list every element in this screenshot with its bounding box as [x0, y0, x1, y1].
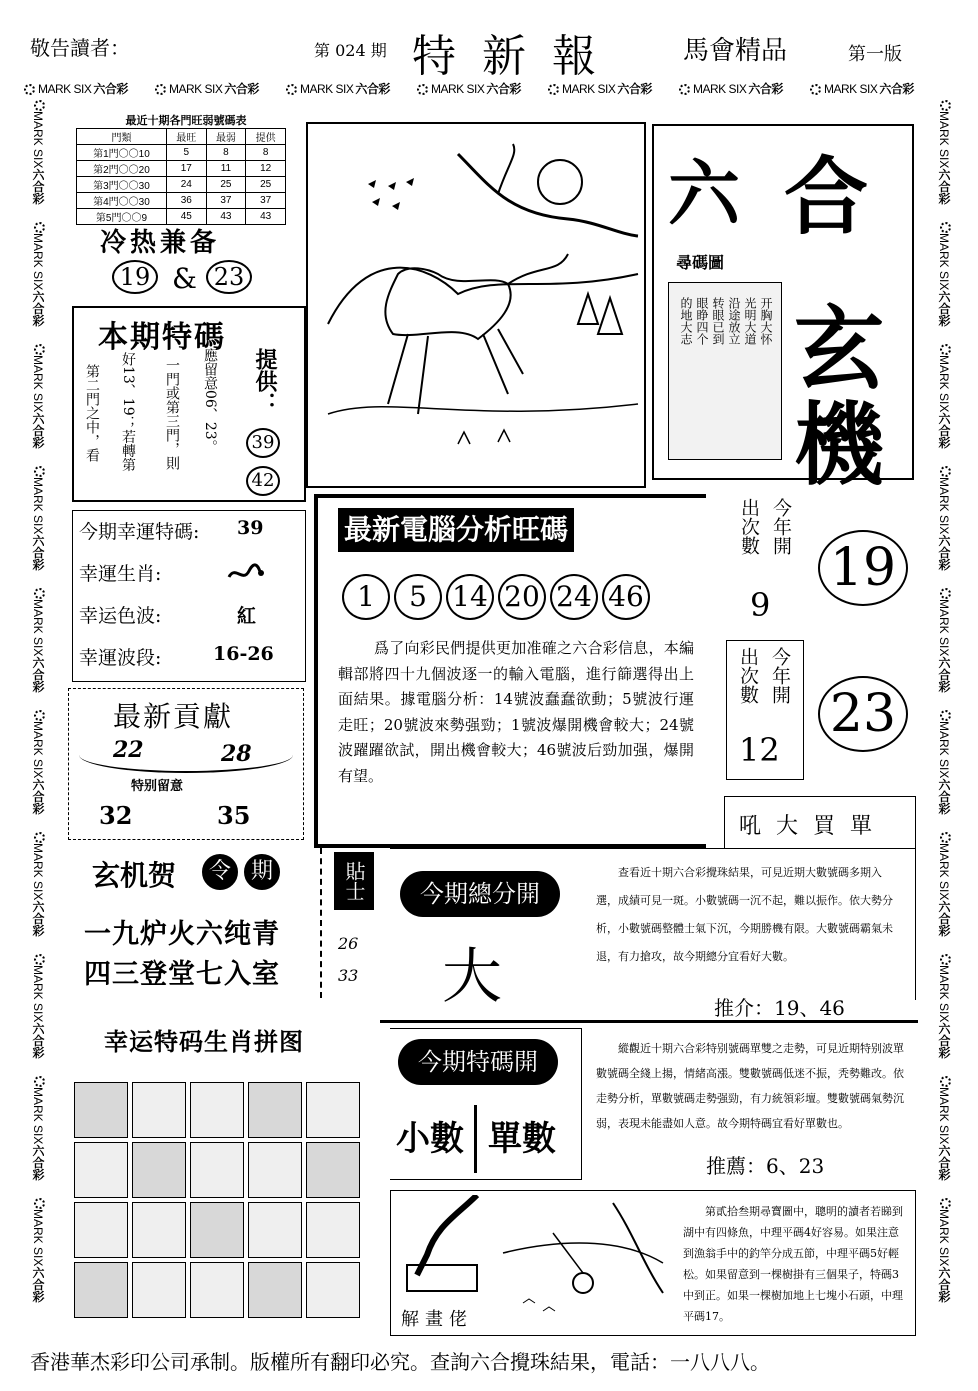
flower-icon — [940, 100, 951, 111]
lucky-label: 幸運波段: — [79, 647, 162, 669]
brand-mark-vertical — [30, 710, 48, 814]
brand-mark-vertical — [30, 222, 48, 326]
brand-mark-text: MARK SIX — [31, 111, 45, 169]
computer-title: 最新電腦分析旺碼 — [338, 508, 574, 552]
hotcold-title: 冷热兼备 — [100, 228, 221, 258]
special-provide: 提供： — [252, 348, 278, 414]
dragon-icon — [225, 561, 265, 585]
lucky-panel — [72, 510, 306, 682]
page-title: 特 新 報 — [412, 31, 602, 82]
flower-icon — [679, 84, 690, 95]
flower-icon — [34, 100, 45, 111]
flower-icon — [940, 1198, 951, 1209]
number-table-panel — [72, 112, 300, 225]
table-cell: 43 — [246, 209, 286, 225]
notice-text: 敬告讀者： — [30, 36, 130, 60]
table-cell: 第1門〇〇10 — [77, 145, 167, 161]
brand-mark — [24, 80, 128, 97]
brand-mark-text: MARK SIX — [937, 1087, 951, 1145]
table-cell: 第3門〇〇30 — [77, 177, 167, 193]
brand-mark-text: MARK SIX — [31, 721, 45, 779]
puzzle-piece — [306, 1262, 360, 1318]
hotcold-amp: & — [172, 262, 197, 295]
lucky-label: 今期幸運特碼: — [79, 521, 200, 543]
brand-mark — [548, 80, 652, 97]
tip-number-1: 26 — [338, 934, 359, 953]
brand-cn-text: 六合彩 — [93, 82, 128, 96]
flower-icon — [34, 710, 45, 721]
contrib-number-d: 35 — [217, 801, 251, 830]
table-cell: 36 — [166, 193, 206, 209]
brand-mark-vertical — [936, 100, 954, 204]
scroll-column: 光明大道 — [743, 297, 757, 345]
hotcold-number-b: 23 — [206, 260, 252, 294]
special-code-panel — [72, 306, 306, 502]
brand-cn-text: 六合彩 — [31, 534, 45, 571]
tip-tag: 貼士 — [334, 852, 374, 910]
brand-mark-text: MARK SIX — [562, 82, 616, 96]
brand-mark-text: MARK SIX — [937, 843, 951, 901]
table-cell: 43 — [206, 209, 246, 225]
puzzle-piece — [248, 1142, 302, 1198]
brand-mark-text: MARK SIX — [937, 1209, 951, 1267]
brand-mark-text: MARK SIX — [38, 82, 92, 96]
table-header-cell: 提供 — [246, 129, 286, 145]
lucky-label: 幸运色波: — [79, 605, 162, 627]
appear-label-2b: 今年開 — [769, 647, 791, 704]
brand-cn-text: 六合彩 — [748, 82, 783, 96]
number-table — [76, 128, 286, 225]
issue-number: 第 024 期 — [314, 41, 387, 60]
brand-cn-text: 六合彩 — [937, 290, 951, 327]
brand-mark-text: MARK SIX — [31, 1087, 45, 1145]
puzzle-piece — [132, 1082, 186, 1138]
scroll-column: 转眼已到 — [711, 297, 725, 345]
horse-illustration — [306, 122, 646, 488]
riddle-title: 玄机贺 — [92, 859, 177, 892]
brand-mark-vertical — [30, 1198, 48, 1302]
puzzle-piece — [132, 1142, 186, 1198]
brand-cn-text: 六合彩 — [937, 900, 951, 937]
flower-icon — [940, 832, 951, 843]
table-row — [77, 177, 286, 193]
puzzle-piece — [74, 1202, 128, 1258]
brand-mark-vertical — [30, 344, 48, 448]
total-big: 大 — [442, 942, 502, 1012]
brand-mark-vertical — [936, 344, 954, 448]
buy-title: 吼 大 買 單 — [739, 814, 876, 839]
appear-panel-2 — [726, 640, 804, 780]
contrib-note: 特别留意 — [131, 779, 184, 794]
table-cell: 8 — [246, 145, 286, 161]
appear-number-1: 19 — [818, 530, 908, 606]
flower-icon — [24, 84, 35, 95]
brand-cn-text: 六合彩 — [31, 412, 45, 449]
puzzle-piece — [248, 1262, 302, 1318]
brand-mark-text: MARK SIX — [693, 82, 747, 96]
flower-icon — [34, 466, 45, 477]
brand-mark-text: MARK SIX — [31, 1209, 45, 1267]
brand-cn-text: 六合彩 — [937, 412, 951, 449]
table-cell: 37 — [206, 193, 246, 209]
table-cell: 37 — [246, 193, 286, 209]
computer-analysis-panel — [314, 494, 706, 848]
page-subtitle: 馬會精品 — [683, 36, 788, 66]
special-col-3: 好13、19；若轉第 — [120, 352, 136, 472]
brand-cn-text: 六合彩 — [355, 82, 390, 96]
big-title-char-1: 六 — [668, 151, 741, 236]
puzzle-piece — [74, 1082, 128, 1138]
brand-mark-vertical — [936, 588, 954, 692]
table-row — [77, 145, 286, 161]
scroll-column: 沿途放立 — [727, 297, 741, 345]
brand-mark-text: MARK SIX — [31, 233, 45, 291]
big-title-char-3: 玄 — [794, 296, 884, 402]
computer-number: 46 — [602, 574, 650, 620]
flower-icon — [34, 588, 45, 599]
picture-panel — [390, 1190, 916, 1336]
scroll-caption: 尋碼圖 — [676, 253, 725, 272]
table-cell: 17 — [166, 161, 206, 177]
puzzle-piece — [306, 1142, 360, 1198]
flower-icon — [940, 222, 951, 233]
puzzle-piece — [74, 1142, 128, 1198]
tema-small: 小數 — [396, 1105, 477, 1173]
brand-cn-text: 六合彩 — [937, 1144, 951, 1181]
buy-panel — [724, 796, 916, 848]
brand-mark-text: MARK SIX — [824, 82, 878, 96]
table-header-cell: 門類 — [77, 129, 167, 145]
computer-text: 爲了向彩民們提供更加准確之六合彩信息，本編輯部將四十九個波逐一的輸入電腦，進行篩選得出上面結果。據電腦分析：14號波蠢蠢欲動；5號波行運走旺；20號波來勢强勁；1號波爆開機會較大；24號波躍躍欲試，開出機會較大；46號波后勁加强，爆開有望。 — [338, 639, 694, 785]
puzzle-piece — [132, 1262, 186, 1318]
flower-icon — [34, 832, 45, 843]
brand-cn-text: 六合彩 — [224, 82, 259, 96]
contrib-number-c: 32 — [99, 801, 133, 830]
puzzle-piece — [190, 1202, 244, 1258]
brand-cn-text: 六合彩 — [31, 656, 45, 693]
puzzle-piece — [306, 1202, 360, 1258]
brand-mark-text: MARK SIX — [937, 111, 951, 169]
scroll-image — [668, 282, 782, 460]
special-number-1: 39 — [246, 428, 280, 458]
brand-mark-vertical — [936, 466, 954, 570]
brand-cn-text: 六合彩 — [617, 82, 652, 96]
puzzle-piece — [132, 1202, 186, 1258]
hotcold-number-a: 19 — [112, 260, 158, 294]
hand-pen-image — [397, 1195, 491, 1295]
riddle-panel — [68, 848, 322, 998]
puzzle-piece — [248, 1082, 302, 1138]
brand-cn-text: 六合彩 — [31, 290, 45, 327]
special-number-2: 42 — [246, 466, 280, 496]
table-cell: 5 — [166, 145, 206, 161]
brand-mark-vertical — [30, 466, 48, 570]
brand-mark-text: MARK SIX — [31, 477, 45, 535]
table-cell: 24 — [166, 177, 206, 193]
lucky-value: 16-26 — [213, 643, 274, 665]
picture-label: 解畫佬 — [401, 1309, 473, 1330]
flower-icon — [417, 84, 428, 95]
table-cell: 第4門〇〇30 — [77, 193, 167, 209]
riddle-line-1: 一九炉火六纯青 — [84, 919, 280, 950]
zodiac-title: 幸运特码生肖拼图 — [104, 1027, 304, 1056]
brand-mark-text: MARK SIX — [431, 82, 485, 96]
table-row — [77, 161, 286, 177]
flower-icon — [940, 588, 951, 599]
special-col-4: 第二門之中，看 — [84, 364, 100, 462]
appear-count-1: 9 — [750, 586, 771, 624]
tema-title: 今期特碼開 — [398, 1039, 558, 1085]
appear-label-1a: 出次數 — [738, 498, 760, 555]
contrib-number-a: 22 — [113, 737, 144, 763]
table-row — [77, 193, 286, 209]
flower-icon — [155, 84, 166, 95]
flower-icon — [810, 84, 821, 95]
brand-mark-text: MARK SIX — [937, 599, 951, 657]
big-title-char-4: 機 — [794, 392, 884, 498]
brand-cn-text: 六合彩 — [31, 1266, 45, 1303]
big-title-char-2: 合 — [784, 147, 869, 246]
flower-icon — [34, 222, 45, 233]
brand-mark-text: MARK SIX — [937, 233, 951, 291]
brand-mark-vertical — [30, 100, 48, 204]
special-col-1: 應留意06、23。 — [202, 348, 218, 454]
flower-icon — [940, 1076, 951, 1087]
flower-icon — [286, 84, 297, 95]
footer-text: 香港華杰彩印公司承制。版權所有翻印必究。查詢六合攪珠結果，電話：一八八八。 — [30, 1350, 770, 1374]
brand-strip-top — [24, 78, 954, 100]
flower-icon — [34, 954, 45, 965]
appear-label-2a: 出次數 — [737, 647, 759, 704]
brand-strip-right — [934, 100, 958, 1330]
riddle-title-badge-1: 令 — [202, 854, 238, 890]
contrib-title: 最新貢獻 — [113, 700, 234, 733]
contrib-banner — [79, 737, 293, 773]
brand-mark-vertical — [936, 954, 954, 1058]
scroll-column: 开胸大怀 — [759, 297, 773, 345]
brand-mark — [286, 80, 390, 97]
brand-mark-vertical — [30, 832, 48, 936]
table-header-cell: 最旺 — [166, 129, 206, 145]
brand-cn-text: 六合彩 — [937, 168, 951, 205]
flower-icon — [940, 344, 951, 355]
brand-cn-text: 六合彩 — [937, 534, 951, 571]
brand-mark-text: MARK SIX — [31, 355, 45, 413]
scroll-column: 眼睁四个 — [695, 297, 709, 345]
riddle-line-2: 四三登堂七入室 — [84, 959, 280, 990]
brand-cn-text: 六合彩 — [937, 778, 951, 815]
table-cell: 25 — [206, 177, 246, 193]
brand-mark-vertical — [30, 588, 48, 692]
riddle-title-badge-2: 期 — [244, 854, 280, 890]
brand-cn-text: 六合彩 — [31, 778, 45, 815]
total-text: 查看近十期六合彩攪珠結果，可見近期大數號碼多期入選，成績可見一斑。小數號碼一沉不起，難以振作。依大勢分析，小數號碼整體士氣下沉，今期勝機有限。大數號碼霸氣未退，有力搶攻，故今期總分宜看好大數。 — [596, 866, 893, 963]
brand-mark — [679, 80, 783, 97]
contribution-panel — [68, 688, 304, 840]
brand-mark-text: MARK SIX — [31, 843, 45, 901]
appear-count-2: 12 — [739, 731, 780, 769]
puzzle-piece — [74, 1262, 128, 1318]
brand-mark-vertical — [936, 1198, 954, 1302]
tema-panel — [390, 1028, 582, 1180]
brand-cn-text: 六合彩 — [486, 82, 521, 96]
flower-icon — [34, 1198, 45, 1209]
brand-cn-text: 六合彩 — [31, 900, 45, 937]
puzzle-piece — [306, 1082, 360, 1138]
puzzle-piece — [190, 1262, 244, 1318]
contrib-number-b: 28 — [221, 741, 252, 767]
tip-number-2: 33 — [338, 966, 359, 985]
table-title: 最近十期各門旺弱號碼表 — [125, 115, 247, 127]
divider — [380, 1020, 918, 1023]
brand-cn-text: 六合彩 — [937, 1266, 951, 1303]
brand-mark-vertical — [30, 954, 48, 1058]
scroll-column: 的地大志 — [679, 297, 693, 345]
brand-cn-text: 六合彩 — [937, 1022, 951, 1059]
special-title: 本期特碼 — [98, 320, 226, 355]
table-cell: 第5門〇〇9 — [77, 209, 167, 225]
flower-icon — [34, 1076, 45, 1087]
table-cell: 25 — [246, 177, 286, 193]
computer-number: 14 — [446, 574, 494, 620]
lucky-label: 幸運生肖: — [79, 563, 162, 585]
total-recommend: 推介：19、46 — [714, 996, 845, 1020]
computer-number: 5 — [394, 574, 442, 620]
puzzle-piece — [190, 1082, 244, 1138]
flower-icon — [940, 954, 951, 965]
brand-cn-text: 六合彩 — [31, 1144, 45, 1181]
brand-cn-text: 六合彩 — [879, 82, 914, 96]
brand-mark-vertical — [936, 222, 954, 326]
zodiac-puzzle — [74, 1078, 374, 1330]
brand-mark-text: MARK SIX — [937, 965, 951, 1023]
picture-text: 第貳拾叁期尋寶圖中，聰明的讀者若睇到湖中有四條魚，中理平碼4好容易。如果注意到漁翁手中的釣竿分成五節，中理平碼5好輕松。如果留意到一棵樹掛有三個果子，特碼3中到正。如果一棵樹加地上七塊小石頭，中理平碼17。 — [683, 1205, 903, 1323]
tema-text: 縱觀近十期六合彩特别號碼單雙之走勢，可見近期特别波單數號碼全綫上揚，情緒高漲。雙數號碼低迷不振，秃勢難改。依走勢分析，單數號碼走勢强勁，有力統領彩壇。雙數號碼氣勢沉弱，表現未能盡如人意。故今期特碼宜看好單數也。 — [596, 1042, 904, 1130]
brand-mark-vertical — [30, 1076, 48, 1180]
table-cell: 45 — [166, 209, 206, 225]
table-header-row — [77, 129, 286, 145]
brand-cn-text: 六合彩 — [31, 1022, 45, 1059]
table-cell: 12 — [246, 161, 286, 177]
table-cell: 11 — [206, 161, 246, 177]
edition-label: 第一版 — [848, 44, 902, 65]
brand-mark-text: MARK SIX — [169, 82, 223, 96]
brand-mark-text: MARK SIX — [937, 721, 951, 779]
brand-mark-vertical — [936, 832, 954, 936]
brand-cn-text: 六合彩 — [937, 656, 951, 693]
brand-mark-text: MARK SIX — [31, 965, 45, 1023]
computer-number: 1 — [342, 574, 390, 620]
brand-mark-vertical — [936, 710, 954, 814]
computer-number: 20 — [498, 574, 546, 620]
lucky-value: 39 — [237, 517, 264, 539]
table-header-cell: 最弱 — [206, 129, 246, 145]
lucky-value: 紅 — [237, 605, 257, 627]
flower-icon — [940, 710, 951, 721]
brand-mark-text: MARK SIX — [31, 599, 45, 657]
computer-number: 24 — [550, 574, 598, 620]
brand-cn-text: 六合彩 — [31, 168, 45, 205]
brand-mark-vertical — [936, 1076, 954, 1180]
brand-mark-text: MARK SIX — [937, 477, 951, 535]
flower-icon — [548, 84, 559, 95]
brand-mark-text: MARK SIX — [300, 82, 354, 96]
table-cell: 第2門〇〇20 — [77, 161, 167, 177]
appear-label-1b: 今年開 — [770, 498, 792, 555]
brand-mark-text: MARK SIX — [937, 355, 951, 413]
big-title-panel — [652, 124, 914, 498]
fisherman-image — [493, 1193, 673, 1333]
flower-icon — [34, 344, 45, 355]
table-cell: 8 — [206, 145, 246, 161]
brand-mark — [155, 80, 259, 97]
tema-recommend: 推薦：6、23 — [706, 1154, 825, 1178]
flower-icon — [940, 466, 951, 477]
puzzle-piece — [190, 1142, 244, 1198]
brand-mark — [417, 80, 521, 97]
brand-mark — [810, 80, 914, 97]
brand-strip-left — [28, 100, 52, 1330]
special-col-2: 一門或第三門，則 — [164, 358, 180, 470]
tema-odd: 單數 — [488, 1119, 556, 1159]
puzzle-piece — [248, 1202, 302, 1258]
appear-number-2: 23 — [818, 676, 908, 752]
total-title: 今期總分開 — [400, 871, 560, 917]
